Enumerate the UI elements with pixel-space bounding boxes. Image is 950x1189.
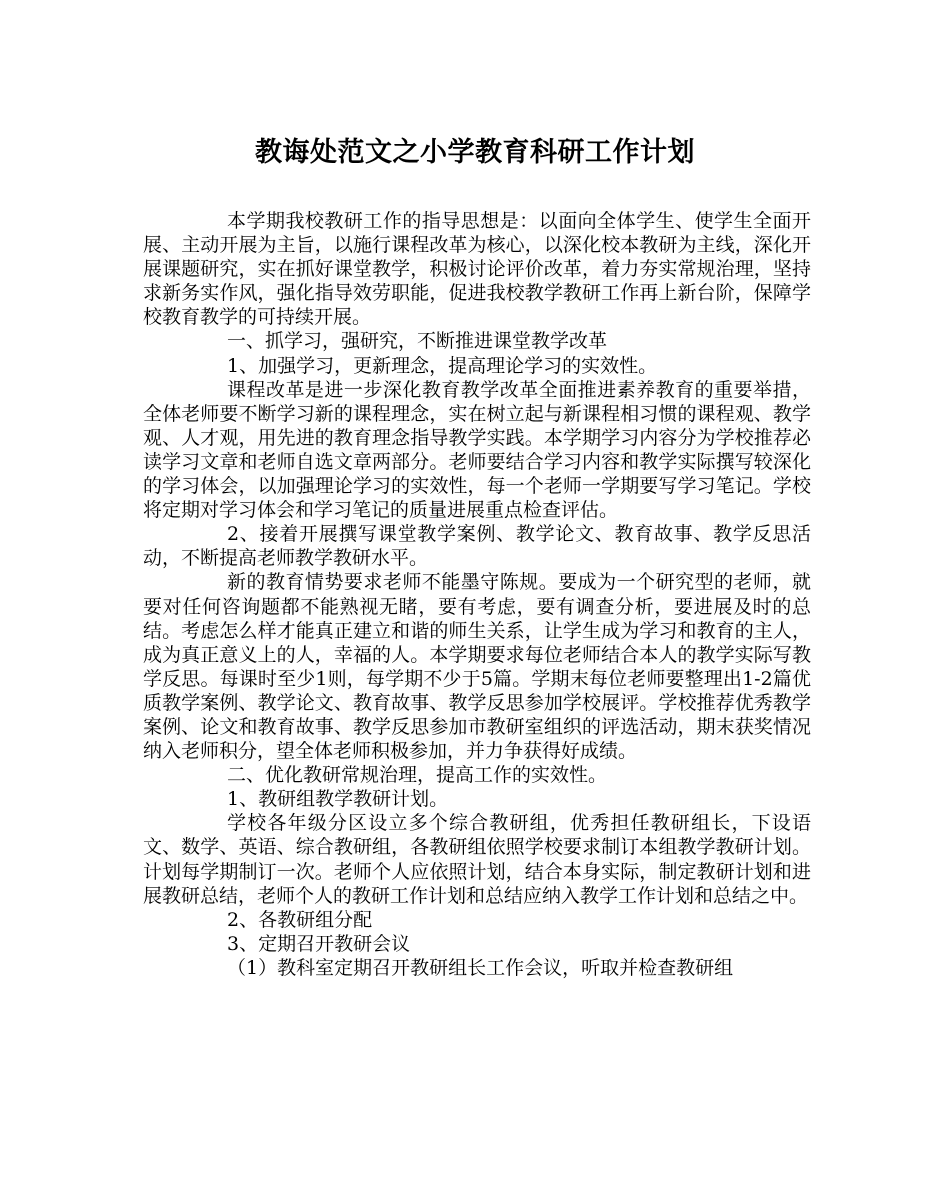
section-heading-1: 一、抓学习，强研究，不断推进课堂教学改革 (227, 330, 608, 353)
subheading-1-1: 1、加强学习，更新理念，提高理论学习的实效性。 (227, 354, 658, 377)
paragraph-research-groups: 学校各年级分区设立多个综合教研组，优秀担任教研组长，下设语文、数学、英语、综合教研组，各教研组依照学校要求制订本组教学教研计划。计划每学期制订一次。老师个人应依照计划，结合本身实际，制定教研计划和进展教研总结，老师个人的教研工作计划和总结应纳入教学工作计划和总结之中。 (143, 812, 811, 907)
section-heading-2: 二、优化教研常规治理，提高工作的实效性。 (227, 764, 608, 787)
paragraph-curriculum-reform: 课程改革是进一步深化教育教学改革全面推进素养教育的重要举措，全体老师要不断学习新的课程理念，实在树立起与新课程相习惯的课程观、教学观、人才观，用先进的教育理念指导教学实践。本学期学习内容分为学校推荐必读学习文章和老师自选文章两部分。老师要结合学习内容和教学实际撰写较深化的学习体会，以加强理论学习的实效性，每一个老师一学期要写学习笔记。学校将定期对学习体会和学习笔记的质量进展重点检查评估。 (143, 378, 811, 522)
subheading-2-2: 2、各教研组分配 (227, 908, 373, 931)
document-body (143, 209, 811, 980)
paragraph-new-education: 新的教育情势要求老师不能墨守陈规。要成为一个研究型的老师，就要对任何咨询题都不能熟视无睹，要有考虑，要有调查分析，要进展及时的总结。考虑怎么样才能真正建立和谐的师生关系，让学生成为学习和教育的主人，成为真正意义上的人，幸福的人。本学期要求每位老师结合本人的教学实际写教学反思。每课时至少1则，每学期不少于5篇。学期末每位老师要整理出1-2篇优质教学案例、教学论文、教育故事、教学反思参加学校展评。学校推荐优秀教学案例、论文和教育故事、教学反思参加市教研室组织的评选活动，期末获奖情况纳入老师积分，望全体老师积极参加，并力争获得好成绩。 (143, 571, 811, 763)
subheading-1-2: 2、接着开展撰写课堂教学案例、教学论文、教育故事、教学反思活动，不断提高老师教学教研水平。 (143, 523, 811, 570)
list-item-meeting: （1）教科室定期召开教研组长工作会议，听取并检查教研组 (227, 956, 734, 979)
subheading-2-1: 1、教研组教学教研计划。 (227, 788, 449, 811)
subheading-2-3: 3、定期召开教研会议 (227, 932, 411, 955)
document-title: 教诲处范文之小学教育科研工作计划 (255, 137, 695, 168)
paragraph-guiding-principle: 本学期我校教研工作的指导思想是：以面向全体学生、使学生全面开展、主动开展为主旨，以施行课程改革为核心，以深化校本教研为主线，深化开展课题研究，实在抓好课堂教学，积极讨论评价改革，着力夯实常规治理，坚持求新务实作风，强化指导效劳职能，促进我校教学教研工作再上新台阶，保障学校教育教学的可持续开展。 (143, 210, 811, 329)
